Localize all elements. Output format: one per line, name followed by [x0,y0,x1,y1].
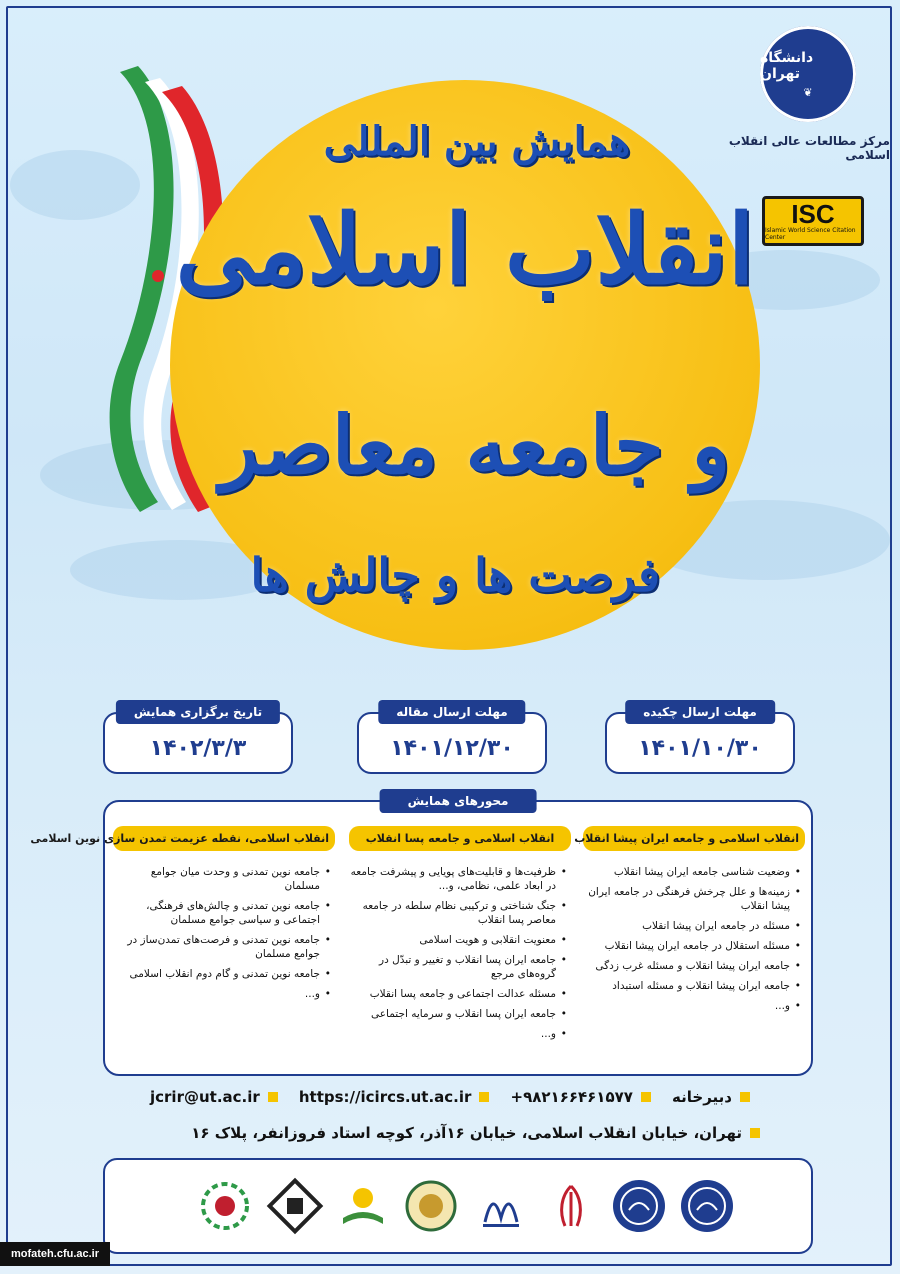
secretariat [672,1088,750,1106]
isc-logo-subtitle: Islamic World Science Citation Center [765,227,856,241]
list-item: • و... [583,999,801,1013]
sponsor-logos-panel [103,1158,813,1254]
university-caption: مرکز مطالعات عالی انقلاب اسلامی [728,134,890,162]
list-item: • جنگ شناختی و ترکیبی نظام سلطه در جامعه معاصر پسا انقلاب [349,899,567,927]
phone[interactable] [511,1088,651,1106]
bullet-square-icon [641,1092,651,1102]
iran-emblem-logo [541,1176,601,1236]
axes-heading: محورهای همایش [380,789,537,813]
list-item: • و... [349,1027,567,1041]
conference-type: همایش بین المللی [323,118,630,165]
list-item: • مسئله استقلال در جامعه ایران پیشا انقلاب [583,939,801,953]
email-address: jcrir@ut.ac.ir [150,1088,260,1106]
date-card-value: ۱۴۰۱/۱۰/۳۰ [638,736,762,761]
list-item: • مسئله در جامعه ایران پیشا انقلاب [583,919,801,933]
date-card-value: ۱۴۰۲/۳/۳ [149,736,247,761]
conference-tagline: فرصت ها و چالش ها [250,548,660,602]
axis-column-pre-revolution [574,826,805,1019]
list-item: • جامعه نوین تمدنی و چالش‌های فرهنگی، اجتماعی و سیاسی جوامع مسلمان [113,899,331,927]
date-card-value: ۱۴۰۱/۱۲/۳۰ [390,736,514,761]
axis-column-title: انقلاب اسلامی، نقطه عزیمت تمدن سازی نوین اسلامی [113,826,335,851]
university-of-tehran-logo [760,26,856,122]
date-card-conference [103,705,293,774]
address-text: تهران، خیابان انقلاب اسلامی، خیابان ۱۶آذر، کوچه استاد فروزانفر، پلاک ۱۶ [191,1124,742,1142]
contact-row [150,1084,750,1110]
list-item: • جامعه نوین تمدنی و وحدت میان جوامع مسلمان [113,865,331,893]
axis-column-civilization [30,826,335,1007]
wings-icon: ❦ [803,85,813,99]
bullet-square-icon [268,1092,278,1102]
axis-column-title: انقلاب اسلامی و جامعه ایران پیشا انقلاب [583,826,805,851]
list-item: • جامعه ایران پسا انقلاب و سرمایه اجتماعی [349,1007,567,1021]
book-flower-logo [333,1176,393,1236]
bullet-square-icon [750,1128,760,1138]
calligraphy-logo [471,1176,531,1236]
date-card-abstract [605,705,795,774]
website-url: https://icircs.ut.ac.ir [298,1088,472,1106]
email-link[interactable] [150,1088,278,1106]
flower-star-logo [195,1176,255,1236]
geometric-logo [265,1176,325,1236]
list-item: • معنویت انقلابی و هویت اسلامی [349,933,567,947]
website-link[interactable] [299,1088,490,1106]
phone-number: +۹۸۲۱۶۶۴۶۱۵۷۷ [510,1088,633,1106]
list-item: • جامعه نوین تمدنی و گام دوم انقلاب اسلامی [113,967,331,981]
isc-logo-text: ISC [791,199,835,229]
list-item: • وضعیت شناسی جامعه ایران پیشا انقلاب [583,865,801,879]
list-item: • جامعه ایران پیشا انقلاب و مسئله غرب زدگی [583,959,801,973]
emblem-icon [152,270,164,282]
list-item: • جامعه ایران پسا انقلاب و تغییر و تبدّل در گروه‌های مرجع [349,953,567,981]
axis-column-post-revolution [349,826,571,1047]
watermark: mofateh.cfu.ac.ir [0,1242,110,1266]
secretariat-label: دبیرخانه [672,1088,732,1106]
conference-title: انقلاب اسلامی [175,193,755,306]
list-item: • زمینه‌ها و علل چرخش فرهنگی در جامعه ایران پیشا انقلاب [583,885,801,913]
university-logo-text: دانشگاه تهران [760,49,814,82]
round-ornament-logo [401,1176,461,1236]
date-card-label: تاریخ برگزاری همایش [116,700,280,724]
university-seal-logo [677,1176,737,1236]
list-item: • ظرفیت‌ها و قابلیت‌های پویایی و پیشرفت جامعه در ابعاد علمی، نظامی، و... [349,865,567,893]
list-item: • و... [113,987,331,1001]
isc-logo [762,196,864,246]
date-card-label: مهلت ارسال چکیده [625,700,775,724]
list-item: • مسئله عدالت اجتماعی و جامعه پسا انقلاب [349,987,567,1001]
conference-axes-panel [30,794,813,1076]
list-item: • جامعه نوین تمدنی و فرصت‌های تمدن‌ساز در جوامع مسلمان [113,933,331,961]
conference-subtitle: و جامعه معاصر [219,398,731,492]
address-row [180,1124,760,1142]
date-card-paper [357,705,547,774]
axis-column-title: انقلاب اسلامی و جامعه پسا انقلاب [349,826,571,851]
bullet-square-icon [479,1092,489,1102]
date-card-label: مهلت ارسال مقاله [378,700,525,724]
list-item: • جامعه ایران پیشا انقلاب و مسئله استبداد [583,979,801,993]
university-seal-logo [609,1176,669,1236]
bullet-square-icon [740,1092,750,1102]
